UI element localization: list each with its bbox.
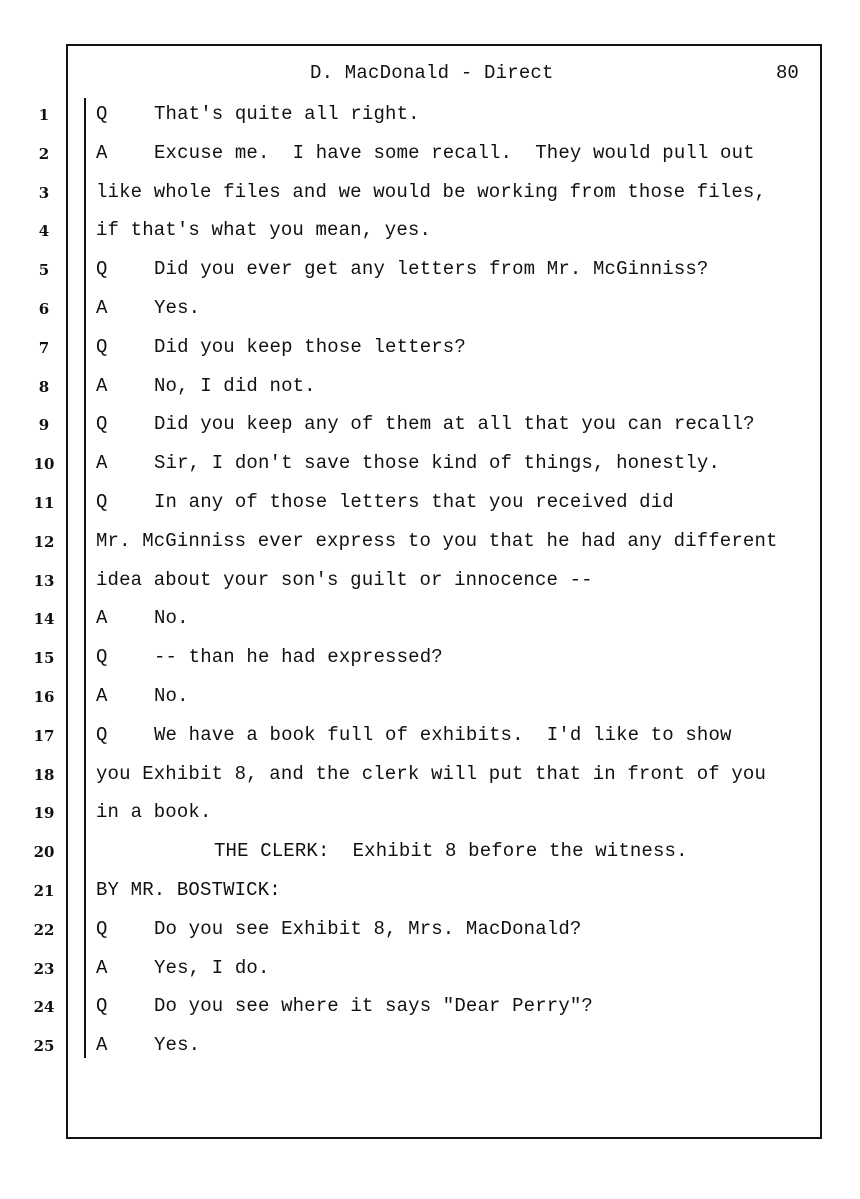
line-number: 11 [33, 494, 55, 512]
transcript-line [96, 1034, 200, 1056]
line-text: No. [154, 607, 189, 629]
speaker-label: A [96, 957, 108, 979]
speaker-label: Q [96, 336, 108, 358]
line-number: 16 [33, 688, 55, 706]
line-text: BY MR. BOSTWICK: [96, 879, 281, 901]
line-text: you Exhibit 8, and the clerk will put that in front of you [96, 763, 767, 785]
page-header [0, 62, 860, 86]
line-text: THE CLERK: Exhibit 8 before the witness. [214, 840, 688, 862]
transcript-line [96, 336, 466, 358]
line-text: Yes. [154, 297, 201, 319]
line-number: 12 [33, 533, 55, 551]
line-text: Did you ever get any letters from Mr. McGinniss? [154, 258, 709, 280]
line-number: 21 [33, 882, 55, 900]
speaker-label: Q [96, 995, 108, 1017]
transcript-line [96, 219, 431, 241]
speaker-label: Q [96, 413, 108, 435]
line-number-margin-rule [84, 98, 86, 1058]
page-number: 80 [776, 62, 799, 84]
line-number: 18 [33, 766, 55, 784]
line-number: 19 [33, 804, 55, 822]
transcript-line [96, 530, 778, 552]
line-text: No. [154, 685, 189, 707]
line-number: 15 [33, 649, 55, 667]
line-text: Mr. McGinniss ever express to you that he had any different [96, 530, 778, 552]
line-number: 2 [38, 145, 50, 163]
line-number: 13 [33, 572, 55, 590]
line-number: 22 [33, 921, 55, 939]
transcript-line [96, 801, 212, 823]
transcript-line [96, 685, 189, 707]
line-text: In any of those letters that you received did [154, 491, 674, 513]
transcript-line [96, 957, 270, 979]
speaker-label: A [96, 1034, 108, 1056]
speaker-label: Q [96, 258, 108, 280]
transcript-line [96, 607, 189, 629]
transcript-line [96, 569, 593, 591]
line-number: 1 [38, 106, 50, 124]
line-number: 23 [33, 960, 55, 978]
speaker-label: Q [96, 491, 108, 513]
speaker-label: A [96, 452, 108, 474]
line-text: Do you see Exhibit 8, Mrs. MacDonald? [154, 918, 582, 940]
line-text: in a book. [96, 801, 212, 823]
transcript-line [96, 995, 593, 1017]
line-number: 5 [38, 261, 50, 279]
line-text: Yes. [154, 1034, 201, 1056]
line-text: Do you see where it says "Dear Perry"? [154, 995, 593, 1017]
speaker-label: A [96, 375, 108, 397]
speaker-label: Q [96, 103, 108, 125]
page-title: D. MacDonald - Direct [310, 62, 554, 84]
line-number: 24 [33, 998, 55, 1016]
speaker-label: A [96, 685, 108, 707]
line-text: Sir, I don't save those kind of things, honestly. [154, 452, 721, 474]
line-text: Yes, I do. [154, 957, 270, 979]
line-text: idea about your son's guilt or innocence -- [96, 569, 593, 591]
line-number: 17 [33, 727, 55, 745]
transcript-line [96, 840, 688, 862]
line-text: No, I did not. [154, 375, 316, 397]
transcript-line [96, 918, 581, 940]
transcript-line [96, 258, 709, 280]
transcript-line [96, 452, 720, 474]
line-text: like whole files and we would be working from those files, [96, 181, 767, 203]
line-text: We have a book full of exhibits. I'd like to show [154, 724, 732, 746]
transcript-line [96, 724, 732, 746]
line-text: Did you keep those letters? [154, 336, 466, 358]
speaker-label: Q [96, 724, 108, 746]
transcript-line [96, 103, 420, 125]
transcript-line [96, 142, 755, 164]
line-text: Excuse me. I have some recall. They would pull out [154, 142, 755, 164]
transcript-line [96, 763, 766, 785]
line-number: 25 [33, 1037, 55, 1055]
transcript-line [96, 646, 443, 668]
line-text: Did you keep any of them at all that you can recall? [154, 413, 755, 435]
transcript-line [96, 297, 200, 319]
speaker-label: Q [96, 918, 108, 940]
speaker-label: A [96, 297, 108, 319]
speaker-label: Q [96, 646, 108, 668]
speaker-label: A [96, 607, 108, 629]
line-number: 10 [33, 455, 55, 473]
line-number: 7 [38, 339, 50, 357]
transcript-line [96, 413, 755, 435]
line-number: 20 [33, 843, 55, 861]
line-number: 9 [38, 416, 50, 434]
line-text: -- than he had expressed? [154, 646, 443, 668]
line-number: 8 [38, 378, 50, 396]
line-text: That's quite all right. [154, 103, 420, 125]
transcript-line [96, 491, 674, 513]
speaker-label: A [96, 142, 108, 164]
line-number: 6 [38, 300, 50, 318]
line-text: if that's what you mean, yes. [96, 219, 432, 241]
line-number: 4 [38, 222, 50, 240]
transcript-line [96, 181, 766, 203]
line-number: 3 [38, 184, 50, 202]
transcript-line [96, 375, 316, 397]
line-number: 14 [33, 610, 55, 628]
transcript-line [96, 879, 281, 901]
